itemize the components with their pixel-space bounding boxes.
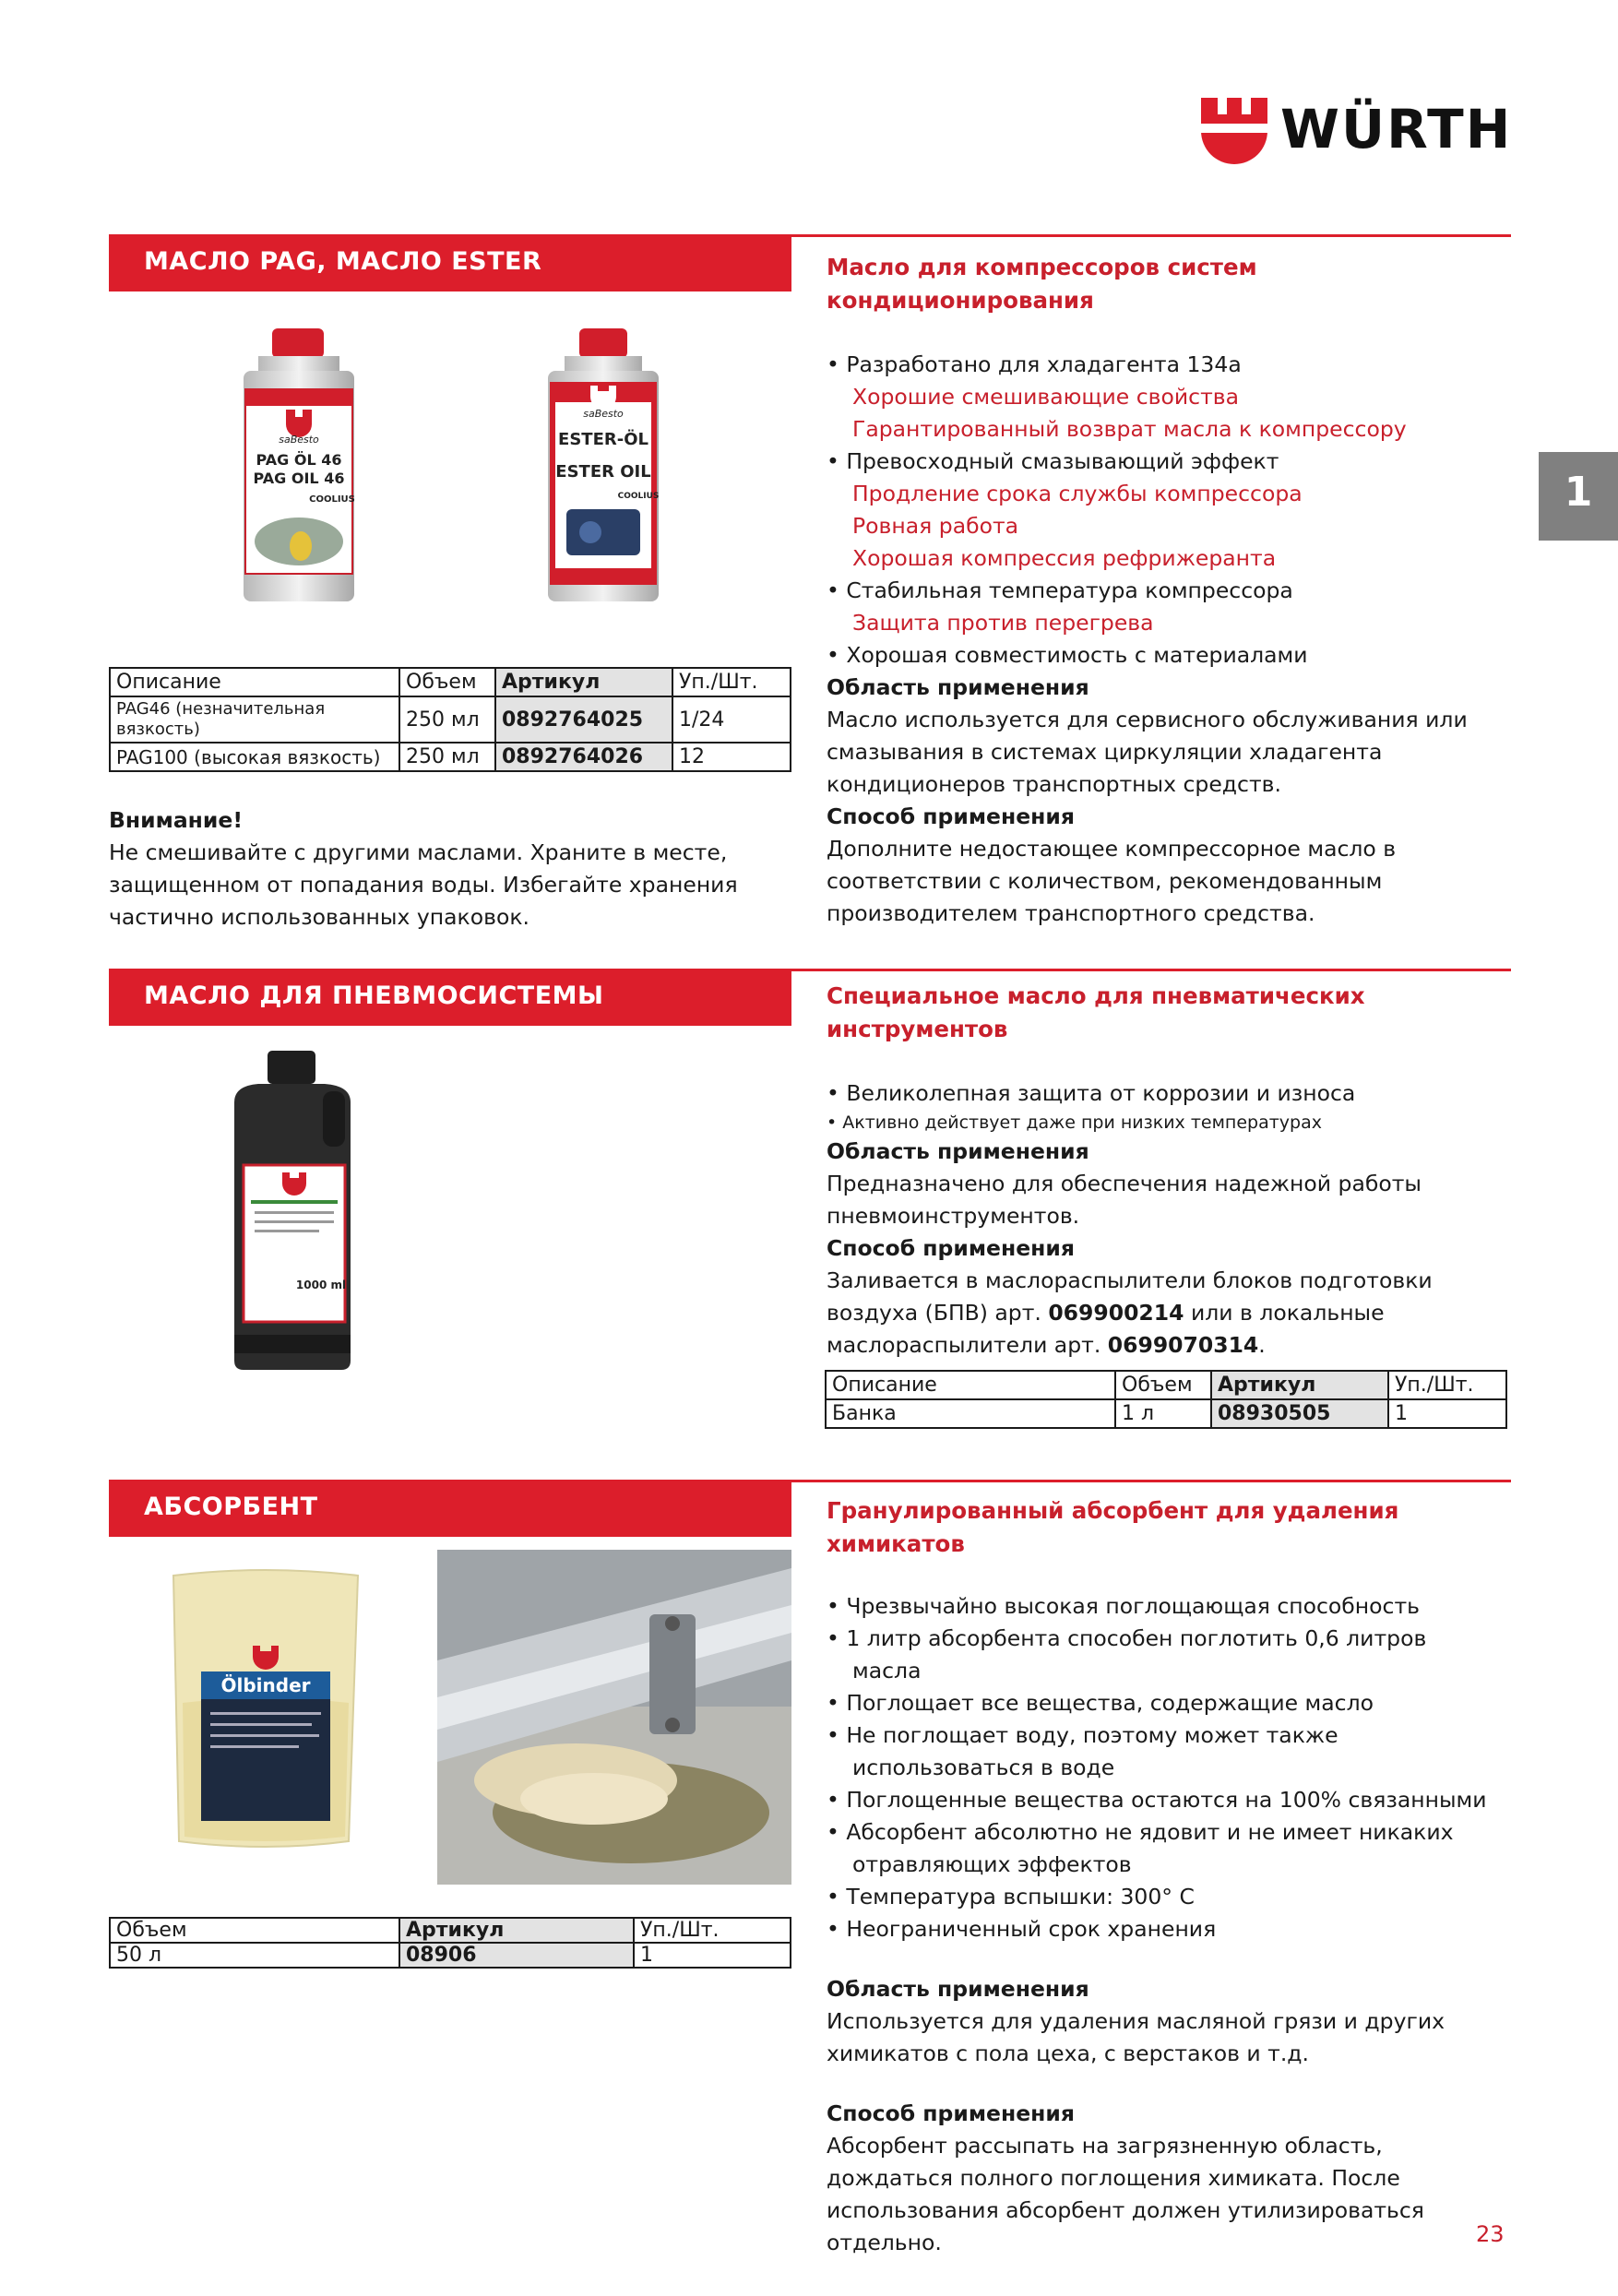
list-item: • Поглощает все вещества, содержащие масло bbox=[827, 1690, 1374, 1716]
section-header-label: МАСЛО ДЛЯ ПНЕВМОСИСТЕМЫ bbox=[144, 981, 604, 1010]
can-brand-line: saBesto bbox=[279, 434, 319, 446]
usage-heading: Область применения bbox=[827, 674, 1089, 700]
section-1-body bbox=[827, 349, 1500, 930]
usage-heading: Область применения bbox=[827, 1138, 1089, 1164]
method-text: Дополните недостающее компрессорное масло в соответствии с количеством, рекомендованным производителем транспортного средства. bbox=[827, 836, 1397, 926]
method-text: Заливается в маслораспылители блоков подготовки воздуха (БПВ) арт. 069900214 или в локальные маслораспылители арт. 0699070314. bbox=[827, 1267, 1433, 1358]
can-label-1: PAG ÖL 46 bbox=[256, 451, 342, 469]
list-item: • Хорошая совместимость с материалами bbox=[827, 642, 1308, 668]
section-header-label: МАСЛО PAG, МАСЛО ESTER bbox=[144, 247, 542, 276]
section-header-label: АБСОРБЕНТ bbox=[144, 1493, 318, 1521]
brand-name: WÜRTH bbox=[1280, 98, 1513, 161]
list-item: • Активно действует даже при низких температурах bbox=[827, 1112, 1322, 1133]
table-row: PAG46 (незначительная вязкость) 250 мл 0892764025 1/24 bbox=[110, 696, 791, 743]
article-number: 069900214 bbox=[1048, 1300, 1184, 1326]
method-heading: Способ применения bbox=[827, 2100, 1075, 2126]
bottle-volume-label: 1000 ml bbox=[295, 1279, 347, 1291]
table-header-row: Объем Артикул Уп./Шт. bbox=[110, 1918, 791, 1943]
list-item: • Поглощенные вещества остаются на 100% связанными bbox=[827, 1787, 1487, 1813]
section-header-bar bbox=[109, 969, 791, 1026]
list-item: • Температура вспышки: 300° С bbox=[827, 1884, 1195, 1909]
list-item: • Превосходный смазывающий эффект bbox=[827, 448, 1279, 474]
usage-text: Масло используется для сервисного обслуживания или смазывания в системах циркуляции хладагента кондиционеров транспортных средств. bbox=[827, 707, 1468, 797]
section-header-bar bbox=[109, 234, 791, 291]
usage-text: Предназначено для обеспечения надежной работы пневмоинструментов. bbox=[827, 1171, 1422, 1229]
table-row: 50 л 08906 1 bbox=[110, 1943, 791, 1968]
can-label-2: PAG OIL 46 bbox=[253, 470, 345, 487]
usage-text: Используется для удаления масляной грязи и других химикатов с пола цеха, с верстаков и т.д. bbox=[827, 2008, 1445, 2066]
list-item: • Разработано для хладагента 134а bbox=[827, 351, 1242, 377]
list-item: • Неограниченный срок хранения bbox=[827, 1916, 1217, 1942]
list-item: • 1 литр абсорбента способен поглотить 0,6 литров масла bbox=[827, 1625, 1427, 1683]
method-heading: Способ применения bbox=[827, 1235, 1075, 1261]
table-row: Банка 1 л 08930505 1 bbox=[826, 1399, 1506, 1428]
wurth-logo bbox=[1199, 92, 1513, 166]
pag-oil-can-icon bbox=[231, 325, 369, 611]
ester-oil-can-icon bbox=[535, 325, 673, 611]
pneumatic-oil-bottle-icon bbox=[221, 1047, 369, 1374]
warning-block bbox=[109, 804, 773, 934]
method-heading: Способ применения bbox=[827, 803, 1075, 829]
section-title: Масло для компрессоров систем кондиционирования bbox=[827, 254, 1257, 314]
list-item: • Не поглощает воду, поэтому может также использоваться в воде bbox=[827, 1722, 1338, 1780]
list-sub-item: Гарантированный возврат масла к компрессору bbox=[852, 416, 1407, 442]
product-table-2 bbox=[825, 1370, 1507, 1429]
warning-text: Не смешивайте с другими маслами. Храните в месте, защищенном от попадания воды. Избегайте хранения частично использованных упаковок. bbox=[109, 839, 738, 930]
chapter-tab bbox=[1539, 452, 1618, 541]
list-item: • Великолепная защита от коррозии и износа bbox=[827, 1080, 1356, 1106]
table-header-row: Описание Объем Артикул Уп./Шт. bbox=[110, 668, 791, 696]
table-header-row: Описание Объем Артикул Уп./Шт. bbox=[826, 1371, 1506, 1399]
wurth-emblem-icon bbox=[1199, 96, 1269, 166]
table-row: PAG100 (высокая вязкость) 250 мл 0892764026 12 bbox=[110, 743, 791, 771]
usage-heading: Область применения bbox=[827, 1976, 1089, 2002]
bag-label: Ölbinder bbox=[220, 1674, 311, 1696]
list-item: • Стабильная температура компрессора bbox=[827, 577, 1293, 603]
article-number: 0699070314 bbox=[1107, 1332, 1259, 1358]
chapter-number: 1 bbox=[1564, 469, 1593, 516]
section-title: Специальное масло для пневматических инструментов bbox=[827, 982, 1365, 1042]
product-table-3 bbox=[109, 1917, 791, 1969]
list-sub-item: Ровная работа bbox=[852, 513, 1019, 539]
section-rule bbox=[791, 969, 1511, 971]
can-label-1: ESTER-ÖL bbox=[558, 430, 648, 449]
method-text: Абсорбент рассыпать на загрязненную область, дождаться полного поглощения химиката. После использования абсорбент должен утилизироваться отдельно. bbox=[827, 2133, 1424, 2255]
can-tag: COOLIUS bbox=[617, 492, 660, 501]
can-tag: COOLIUS bbox=[309, 494, 355, 505]
can-label-2: ESTER OIL bbox=[555, 462, 651, 482]
list-sub-item: Хорошие смешивающие свойства bbox=[852, 384, 1240, 410]
list-sub-item: Продление срока службы компрессора bbox=[852, 481, 1303, 506]
section-2-body bbox=[827, 1077, 1500, 1362]
section-rule bbox=[791, 234, 1511, 237]
warning-heading: Внимание! bbox=[109, 807, 244, 833]
section-rule bbox=[791, 1480, 1511, 1482]
list-sub-item: Защита против перегрева bbox=[852, 610, 1154, 636]
page-number: 23 bbox=[1476, 2221, 1505, 2247]
list-item: • Чрезвычайно высокая поглощающая способность bbox=[827, 1593, 1421, 1619]
section-header-bar bbox=[109, 1480, 791, 1537]
section-3-body bbox=[827, 1590, 1500, 2259]
absorbent-bag-icon bbox=[164, 1564, 367, 1855]
section-title: Гранулированный абсорбент для удаления химикатов bbox=[827, 1497, 1399, 1557]
product-table-1 bbox=[109, 667, 791, 772]
absorbent-on-pipe-photo bbox=[437, 1550, 791, 1885]
list-item: • Абсорбент абсолютно не ядовит и не имеет никаких отравляющих эффектов bbox=[827, 1819, 1454, 1877]
list-sub-item: Хорошая компрессия рефрижеранта bbox=[852, 545, 1277, 571]
can-brand-line: saBesto bbox=[583, 408, 624, 420]
